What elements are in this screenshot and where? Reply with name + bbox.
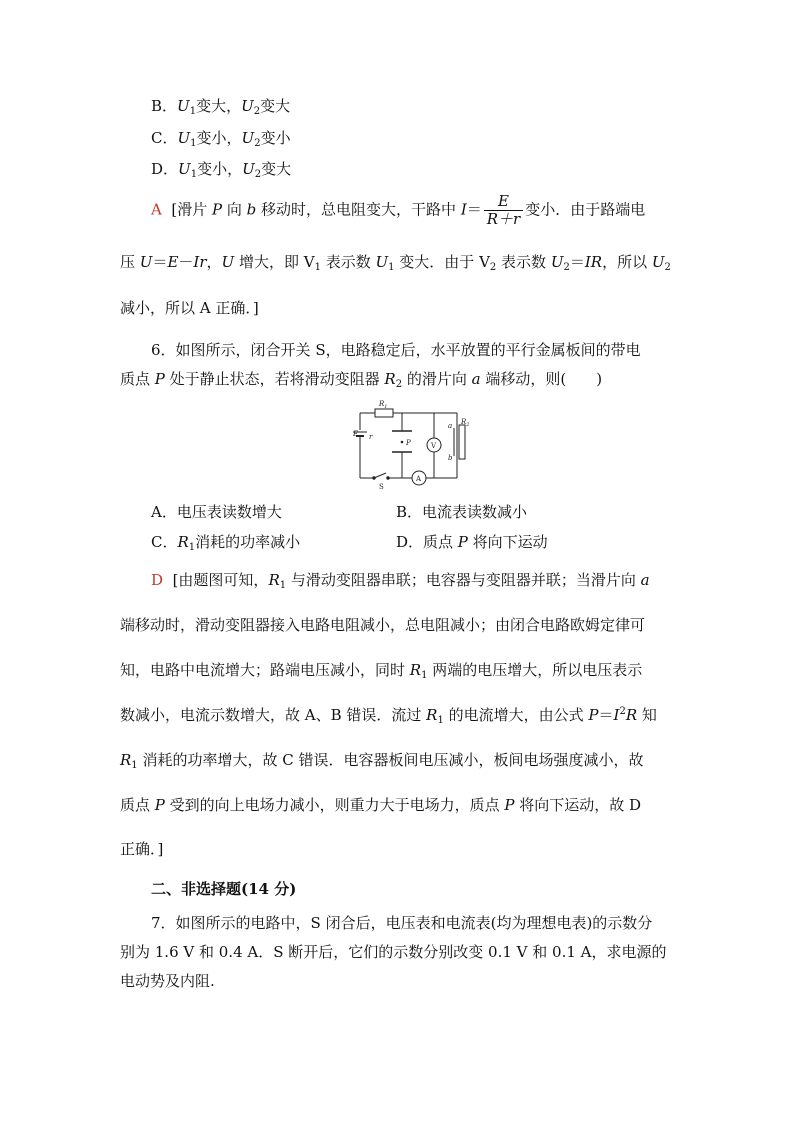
q7-line1: 7．如图所示的电路中，S 闭合后，电压表和电流表(均为理想电表)的示数分 (151, 914, 653, 932)
option-b: B．$U_1$变大，$U_2$变大 (151, 97, 291, 117)
q6-stem-line2: 质点 P 处于静止状态，若将滑动变阻器 $R_2$ 的滑片向 a 端移动，则( ) (120, 370, 603, 390)
q5-explanation-line3: 减小，所以 A 正确．] (120, 299, 259, 317)
q6-option-b: B．电流表读数减小 (396, 503, 528, 521)
svg-text:P: P (406, 439, 411, 447)
svg-text:R1: $R_1$ (379, 400, 388, 410)
q6-explanation-line6: 质点 P 受到的向上电场力减小，则重力大于电场力，质点 P 将向下运动，故 D (120, 796, 642, 814)
svg-text:E: E (353, 430, 359, 438)
q5-explanation-line2: 压 U＝E－Ir，U 增大，即 $V_1$ 表示数 $U_1$ 变大．由于 $V_2$ 表示数 $U_2=IR$，所以 $U_2$ (120, 253, 671, 273)
section-title: 二、非选择题(14 分) (151, 880, 297, 898)
q6-explanation-line3: 知，电路中电流增大；路端电压减小，同时 $R_1$ 两端的电压增大，所以电压表示 (120, 661, 643, 681)
svg-text:V: V (431, 442, 437, 450)
circuit-diagram (350, 398, 480, 490)
svg-text:b: b (448, 454, 453, 462)
q6-option-d: D．质点 P 将向下运动 (396, 533, 548, 551)
switch-icon (374, 473, 386, 478)
option-c: C．$U_1$变小，$U_2$变小 (151, 129, 291, 149)
fraction: $\frac{E}{R+r}$ (484, 193, 523, 228)
svg-text:a: a (448, 422, 453, 430)
option-d: D．$U_1$变小，$U_2$变大 (151, 160, 292, 180)
q7-line2: 别为 1.6 V 和 0.4 A．S 断开后，它们的示数分别改变 0.1 V 和 0.1 A，求电源的 (120, 943, 667, 961)
resistor-r1 (375, 409, 393, 417)
answer-letter: D (151, 571, 164, 589)
q6-explanation-line7: 正确．] (120, 840, 164, 858)
q6-option-c: C．$R_1$消耗的功率减小 (151, 533, 301, 553)
q7-line3: 电动势及内阻. (120, 972, 215, 990)
q6-explanation-line1: D [由题图可知，$R_1$ 与滑动变阻器串联；电容器与变阻器并联；当滑片向 a (151, 571, 650, 591)
q6-option-a: A．电压表读数增大 (151, 503, 282, 521)
q5-explanation-line1: A [滑片 P 向 b 移动时，总电阻变大，干路中 I＝ $\frac{E}{R+r}$ 变小．由于路端电 (151, 192, 646, 228)
q6-explanation-line5: $R_1$ 消耗的功率增大，故 C 错误．电容器板间电压减小，板间电场强度减小，故 (120, 751, 644, 771)
svg-text:S: S (379, 483, 384, 490)
svg-text:R2: $R_2$ (461, 418, 470, 428)
svg-text:r: r (369, 433, 373, 441)
svg-text:A: A (416, 475, 422, 483)
q6-stem-line1: 6．如图所示，闭合开关 S，电路稳定后，水平放置的平行金属板间的带电 (151, 341, 641, 359)
rheostat-r2 (459, 425, 465, 459)
q6-explanation-line4: 数减小，电流示数增大，故 A、B 错误．流过 $R_1$ 的电流增大，由公式 $P=I^2R$ 知 (120, 706, 657, 726)
q6-explanation-line2: 端移动时，滑动变阻器接入电路电阻减小，总电阻减小；由闭合电路欧姆定律可 (120, 616, 646, 634)
answer-letter: A (151, 200, 162, 219)
